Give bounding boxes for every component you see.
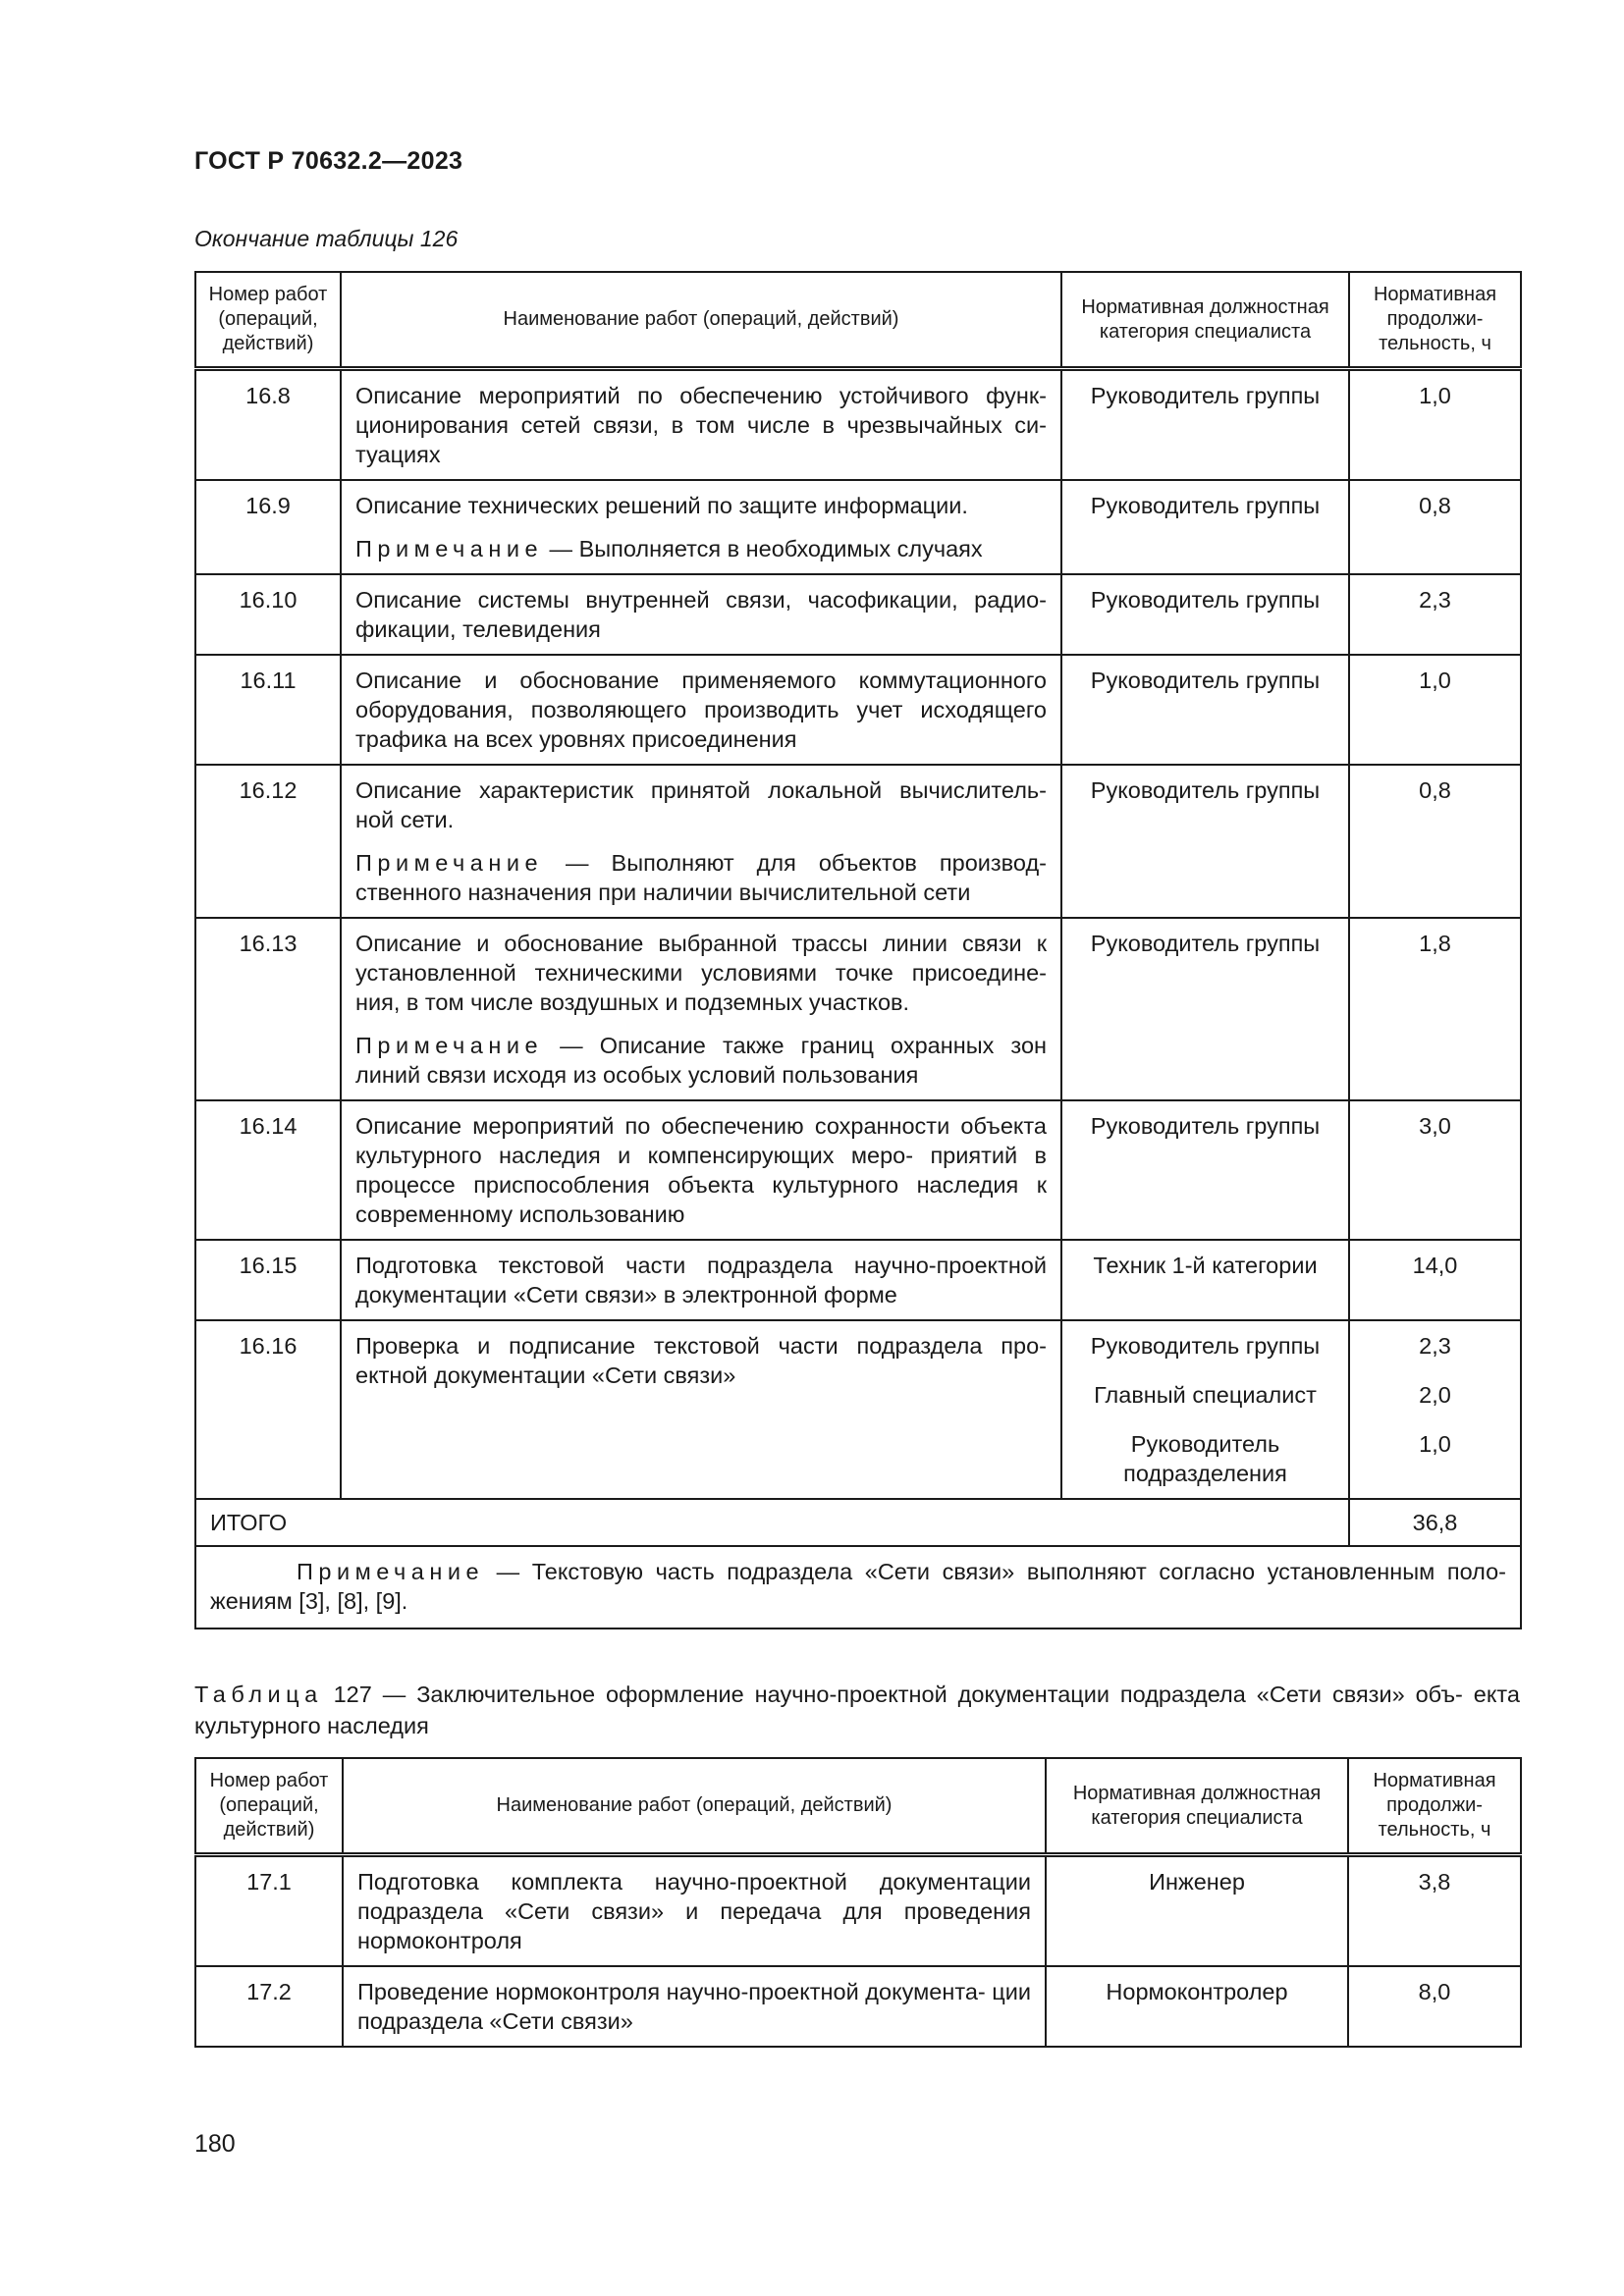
note-label: Примечание	[355, 536, 544, 561]
table-row	[195, 369, 1521, 481]
col-header-category: Нормативная должностная категория специалиста	[1061, 272, 1349, 369]
table-note	[195, 1546, 1521, 1629]
table-row	[195, 1320, 1521, 1499]
total-label: ИТОГО	[195, 1499, 1349, 1546]
col-header-duration: Нормативная продолжи- тельность, ч	[1349, 272, 1521, 369]
row-duration: 2,3	[1349, 574, 1521, 655]
row-note	[355, 848, 1047, 907]
total-row	[195, 1499, 1521, 1546]
row-number: 16.11	[195, 655, 341, 765]
row-category	[1061, 1320, 1349, 1499]
row-category: Руководитель группы	[1061, 369, 1349, 481]
row-duration: 1,0	[1349, 369, 1521, 481]
document-code: ГОСТ Р 70632.2—2023	[194, 147, 463, 175]
row-name: Описание мероприятий по обеспечению устойчивого функ- ционирования сетей связи, в том числе в чрезвычайных си- туациях	[341, 369, 1061, 481]
row-category: Нормоконтролер	[1046, 1966, 1348, 2047]
row-name-text: Описание и обоснование выбранной трассы линии связи к установленной техническими условиями точке присоедине- ния, в том числе воздушных и подземных участков.	[355, 931, 1047, 1015]
row-duration: 3,0	[1349, 1100, 1521, 1240]
table-row	[195, 480, 1521, 574]
row-name	[341, 765, 1061, 918]
row-number: 16.16	[195, 1320, 341, 1499]
table-126	[194, 271, 1522, 1629]
note-text: — Текстовую часть подраздела «Сети связи» выполняют согласно установленным поло- жениям [3], [8], [9].	[210, 1559, 1506, 1614]
row-name: Описание системы внутренней связи, часофикации, радио- фикации, телевидения	[341, 574, 1061, 655]
note-label: Примечание	[355, 850, 544, 876]
row-number: 16.12	[195, 765, 341, 918]
row-note	[355, 1031, 1047, 1090]
note-text: — Описание также границ охранных зон линий связи исходя из особых условий пользования	[355, 1033, 1047, 1088]
col-header-duration: Нормативная продолжи- тельность, ч	[1348, 1758, 1521, 1855]
col-header-category: Нормативная должностная категория специалиста	[1046, 1758, 1348, 1855]
row-number: 16.10	[195, 574, 341, 655]
row-duration: 14,0	[1349, 1240, 1521, 1320]
duration-item: 2,0	[1419, 1382, 1451, 1408]
row-number: 16.14	[195, 1100, 341, 1240]
row-name-text: Описание характеристик принятой локальной вычислитель- ной сети.	[355, 777, 1047, 832]
page-number: 180	[194, 2130, 236, 2158]
note-text: — Выполняется в необходимых случаях	[543, 536, 983, 561]
note-label: Примечание	[355, 1033, 544, 1058]
row-category: Руководитель группы	[1061, 765, 1349, 918]
row-duration: 8,0	[1348, 1966, 1521, 2047]
col-header-name: Наименование работ (операций, действий)	[343, 1758, 1046, 1855]
row-duration	[1349, 1320, 1521, 1499]
table-row	[195, 765, 1521, 918]
table-header-row	[195, 272, 1521, 369]
duration-item: 1,0	[1419, 1431, 1451, 1457]
col-header-num: Номер работ (операций, действий)	[195, 272, 341, 369]
table-127	[194, 1757, 1522, 2048]
row-name: Проверка и подписание текстовой части подраздела про- ектной документации «Сети связи»	[341, 1320, 1061, 1499]
category-item: Главный специалист	[1094, 1382, 1317, 1408]
note-label: Примечание	[297, 1559, 485, 1584]
row-category: Руководитель группы	[1061, 918, 1349, 1100]
duration-item: 2,3	[1419, 1333, 1451, 1359]
row-number: 17.1	[195, 1855, 343, 1967]
row-category: Руководитель группы	[1061, 574, 1349, 655]
table-row	[195, 574, 1521, 655]
table-row	[195, 918, 1521, 1100]
row-name: Проведение нормоконтроля научно-проектной документа- ции подраздела «Сети связи»	[343, 1966, 1046, 2047]
row-number: 16.8	[195, 369, 341, 481]
table-header-row	[195, 1758, 1521, 1855]
table-row	[195, 1966, 1521, 2047]
table-127-label: Таблица	[194, 1682, 323, 1707]
row-name: Описание мероприятий по обеспечению сохранности объекта культурного наследия и компенсирующих меро- приятий в процессе приспособления объекта культурного наследия к современному использованию	[341, 1100, 1061, 1240]
table-127-title	[194, 1679, 1520, 1741]
row-name	[341, 480, 1061, 574]
row-duration: 3,8	[1348, 1855, 1521, 1967]
row-note	[355, 534, 1047, 563]
row-name: Подготовка комплекта научно-проектной документации подраздела «Сети связи» и передача для проведения нормоконтроля	[343, 1855, 1046, 1967]
row-number: 16.15	[195, 1240, 341, 1320]
row-number: 16.9	[195, 480, 341, 574]
row-duration: 0,8	[1349, 765, 1521, 918]
row-duration: 1,0	[1349, 655, 1521, 765]
note-text: — Выполняют для объектов производ- ственного назначения при наличии вычислительной сети	[355, 850, 1047, 905]
row-name: Описание и обоснование применяемого коммутационного оборудования, позволяющего производить учет исходящего трафика на всех уровнях присоединения	[341, 655, 1061, 765]
table-row	[195, 1100, 1521, 1240]
col-header-num: Номер работ (операций, действий)	[195, 1758, 343, 1855]
col-header-name: Наименование работ (операций, действий)	[341, 272, 1061, 369]
category-item: Руководитель подразделения	[1123, 1431, 1287, 1486]
table-126-caption: Окончание таблицы 126	[194, 226, 459, 251]
row-number: 16.13	[195, 918, 341, 1100]
row-category: Техник 1-й категории	[1061, 1240, 1349, 1320]
total-value: 36,8	[1349, 1499, 1521, 1546]
table-row	[195, 1240, 1521, 1320]
row-category: Руководитель группы	[1061, 1100, 1349, 1240]
row-category: Руководитель группы	[1061, 480, 1349, 574]
row-category: Инженер	[1046, 1855, 1348, 1967]
table-127-title-text: 127 — Заключительное оформление научно-проектной документации подраздела «Сети связи» объ- екта культурного наследия	[194, 1682, 1520, 1738]
table-row	[195, 655, 1521, 765]
table-note-row	[195, 1546, 1521, 1629]
row-name: Подготовка текстовой части подраздела научно-проектной документации «Сети связи» в электронной форме	[341, 1240, 1061, 1320]
row-name-text: Описание технических решений по защите информации.	[355, 493, 968, 518]
row-duration: 1,8	[1349, 918, 1521, 1100]
row-number: 17.2	[195, 1966, 343, 2047]
row-category: Руководитель группы	[1061, 655, 1349, 765]
category-item: Руководитель группы	[1090, 1333, 1321, 1359]
table-row	[195, 1855, 1521, 1967]
row-name	[341, 918, 1061, 1100]
row-duration: 0,8	[1349, 480, 1521, 574]
